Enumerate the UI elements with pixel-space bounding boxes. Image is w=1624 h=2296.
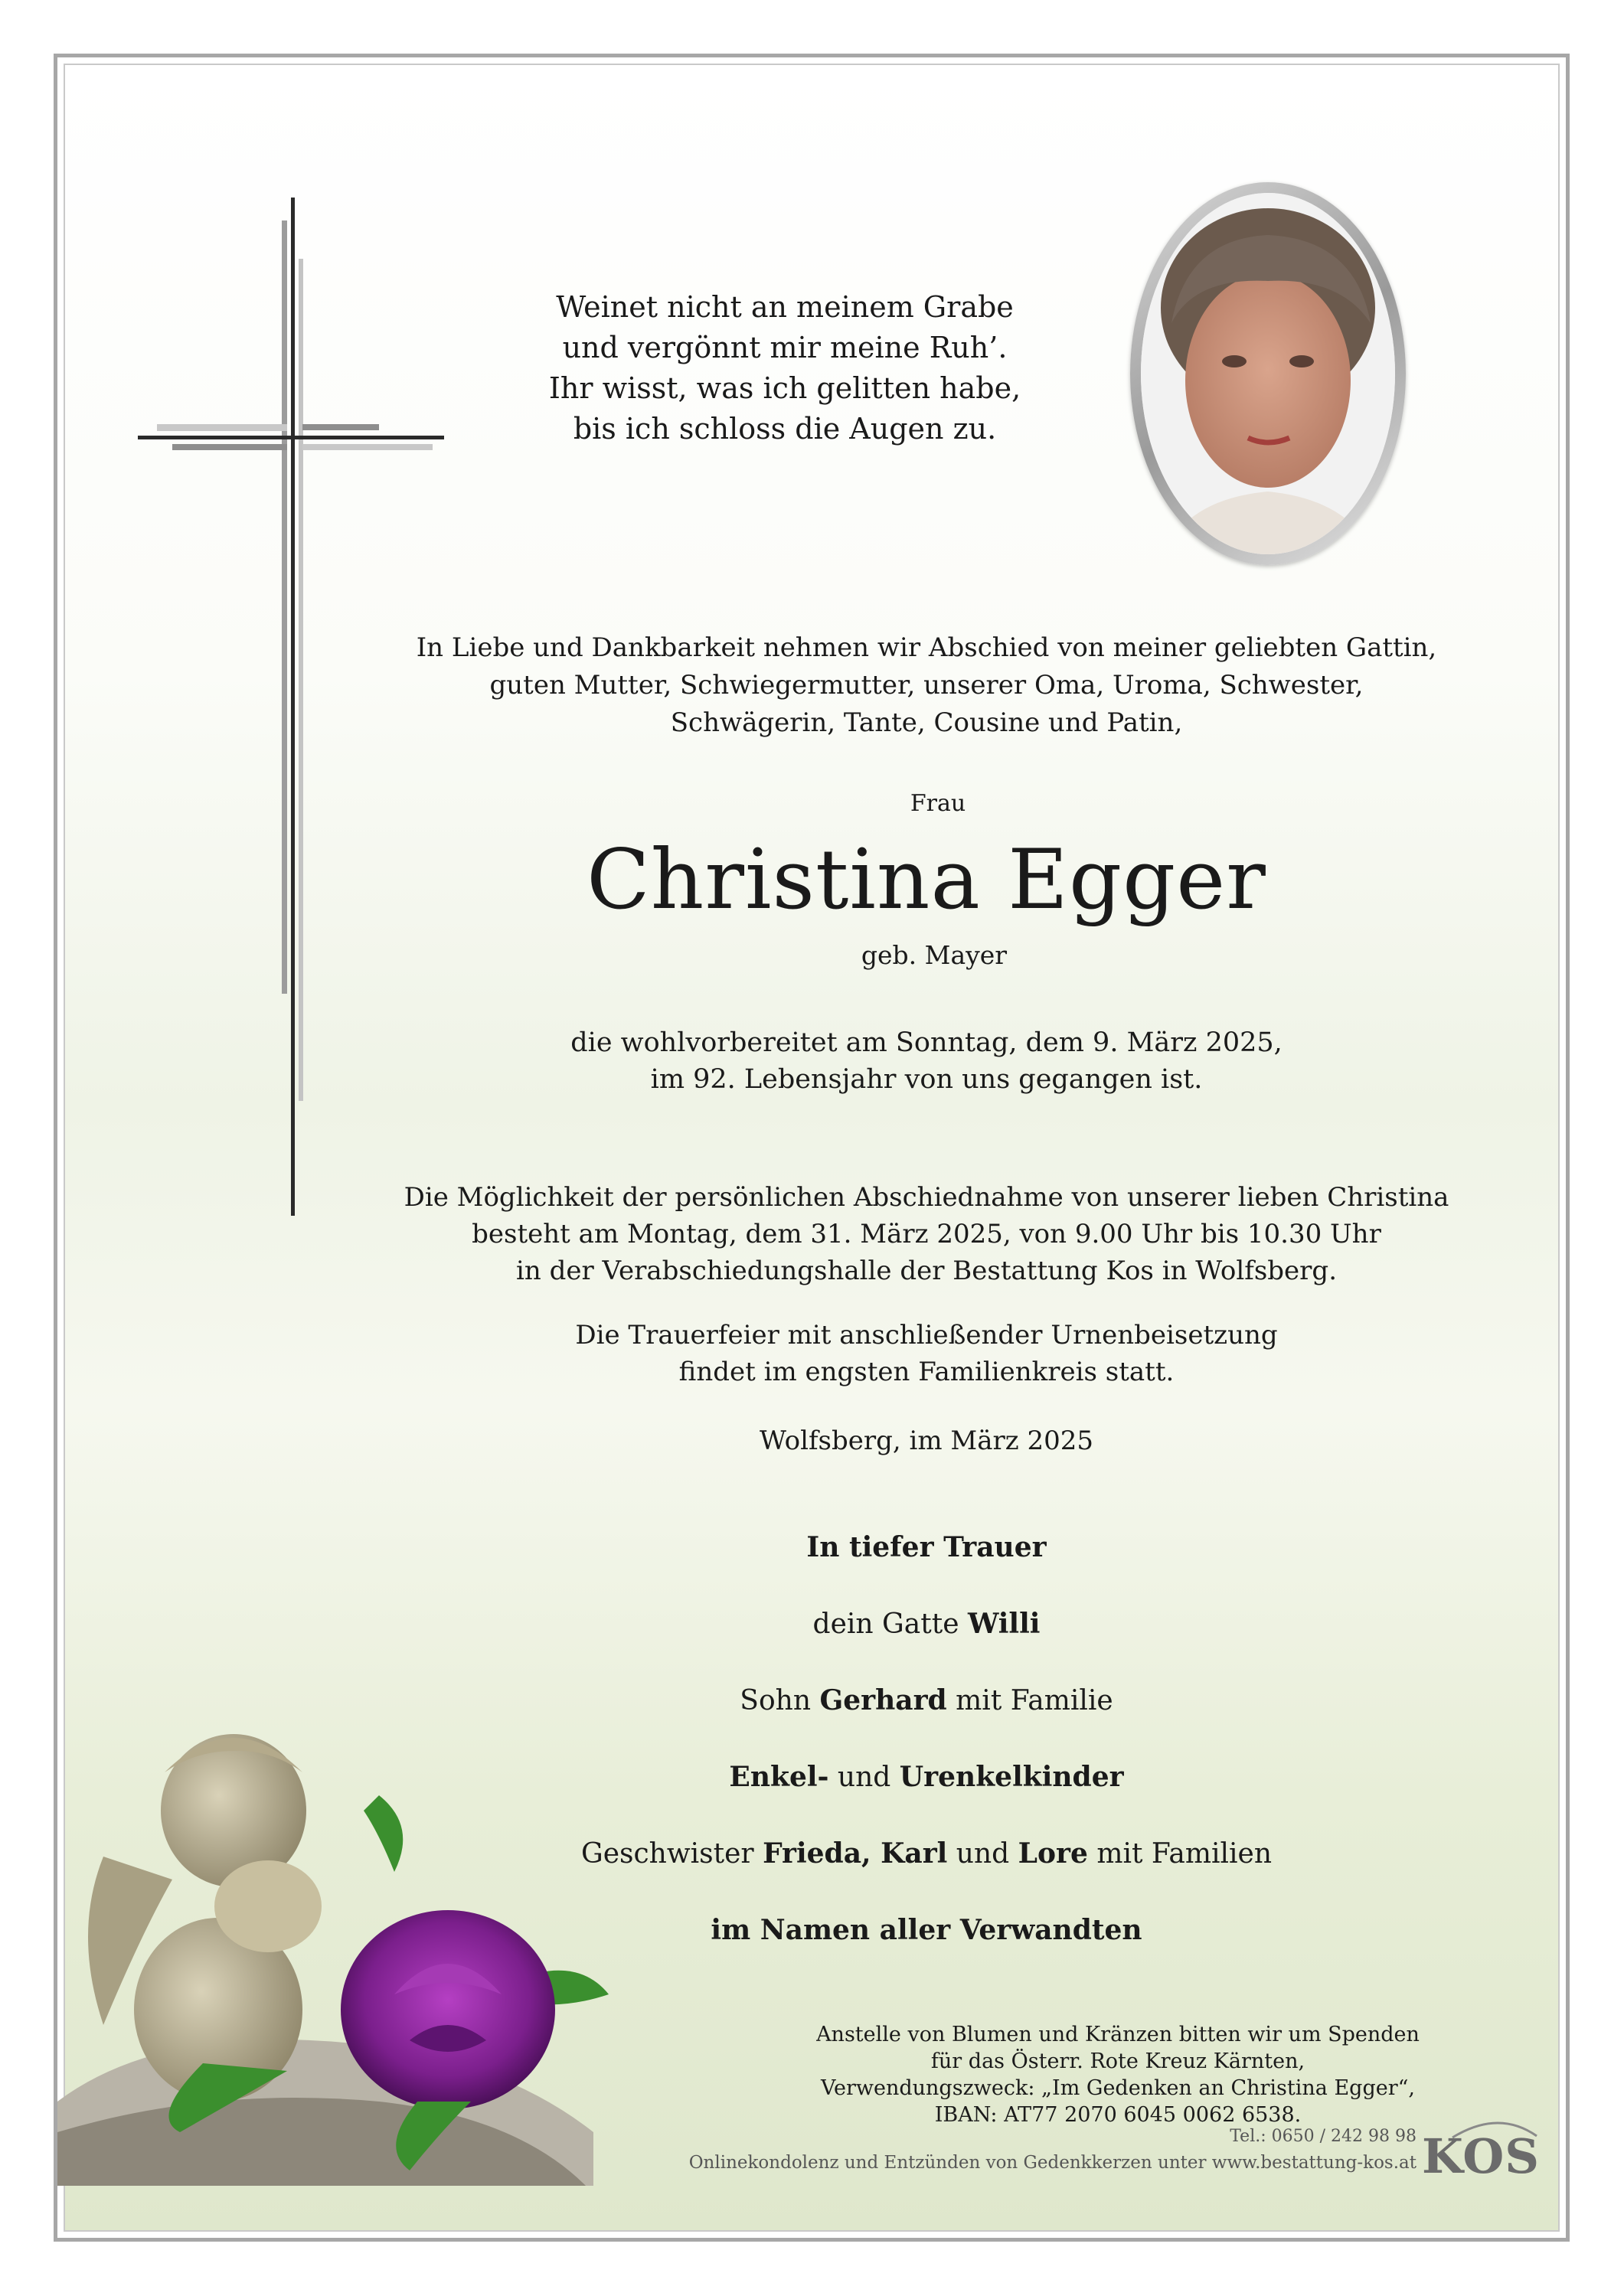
mourner-text: Sohn [740,1685,820,1716]
intro-line: In Liebe und Dankbarkeit nehmen wir Abschied von meiner geliebten Gattin, [416,632,1437,663]
logo-text: KOS [1422,2128,1541,2184]
ceremony-text [475,1317,1378,1390]
poem-line: bis ich schloss die Augen zu. [573,412,997,446]
intro-line: Schwägerin, Tante, Cousine und Patin, [670,707,1183,738]
ceremony-line: findet im engsten Familienkreis statt. [678,1357,1175,1387]
poem-line: Ihr wisst, was ich gelitten habe, [548,371,1021,405]
ceremony-line: Die Trauerfeier mit anschließender Urnenbeisetzung [575,1320,1278,1350]
farewell-line: in der Verabschiedungshalle der Bestattung Kos in Wolfsberg. [515,1256,1337,1286]
angel-with-rose-image [57,1703,693,2186]
mourners-heading: In tiefer Trauer [806,1531,1047,1563]
maiden-name: geb. Mayer [861,940,1008,970]
mourner-name: Lore [1018,1837,1088,1870]
portrait-photo [1141,193,1395,554]
donation-line: IBAN: AT77 2070 6045 0062 6538. [934,2103,1302,2127]
online-condolence-text: Onlinekondolenz und Entzünden von Gedenkkerzen unter www.bestattung-kos.at [688,2153,1417,2173]
intro-line: guten Mutter, Schwiegermutter, unserer Oma, Uroma, Schwester, [489,670,1364,701]
portrait-frame [1130,182,1406,565]
kos-logo [1422,2122,1544,2191]
death-text [475,1024,1378,1098]
mourners-closing: im Namen aller Verwandten [711,1914,1142,1946]
mourner-husband [436,1608,1417,1640]
mourner-text: und [828,1762,900,1793]
donation-line: Anstelle von Blumen und Kränzen bitten wir um Spenden [816,2023,1420,2046]
intro-text [398,629,1455,742]
donation-line: für das Österr. Rote Kreuz Kärnten, [930,2049,1305,2073]
mourner-name: Frieda, Karl [763,1837,948,1870]
death-line: die wohlvorbereitet am Sonntag, dem 9. März 2025, [570,1027,1283,1058]
farewell-line: besteht am Montag, dem 31. März 2025, von 9.00 Uhr bis 10.30 Uhr [472,1219,1381,1249]
deceased-name: Christina Egger [587,832,1266,928]
death-line: im 92. Lebensjahr von uns gegangen ist. [650,1064,1203,1095]
mourner-text: mit Familien [1087,1838,1273,1870]
place-date: Wolfsberg, im März 2025 [759,1426,1094,1456]
donation-text [773,2021,1462,2128]
salutation: Frau [910,790,966,817]
mourner-name: Enkel- [729,1761,829,1793]
mourner-name: Urenkelkinder [899,1761,1124,1793]
mourner-text: Geschwister [580,1838,763,1870]
poem-line: und vergönnt mir meine Ruh’. [562,331,1008,364]
funeral-home-phone: Tel.: 0650 / 242 98 98 [1230,2127,1417,2146]
mourner-text: dein Gatte [812,1609,968,1640]
poem-line: Weinet nicht an meinem Grabe [556,290,1014,324]
poem [536,287,1034,449]
farewell-text [398,1179,1455,1289]
donation-line: Verwendungszweck: „Im Gedenken an Christina Egger“, [820,2076,1416,2100]
farewell-line: Die Möglichkeit der persönlichen Abschiednahme von unserer lieben Christina [404,1182,1449,1213]
mourner-name: Willi [967,1608,1041,1640]
mourner-text: mit Familie [946,1685,1113,1716]
mourner-name: Gerhard [819,1684,947,1716]
mourner-text: und [947,1838,1018,1870]
